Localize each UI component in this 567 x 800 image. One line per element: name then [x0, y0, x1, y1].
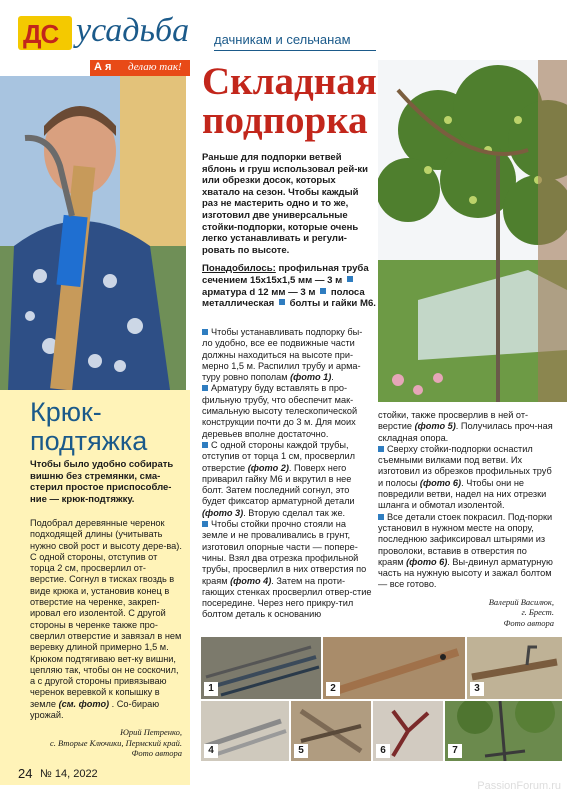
article-title-line2: подпорка — [202, 99, 368, 142]
material-item-4: болты и гайки М6. — [289, 298, 376, 310]
photo-man-with-hook — [0, 76, 186, 390]
article-paragraph-4: Чтобы стойки прочно стояли на земле и не проваливались в грунт, изготовил опорные части — попере-чины. Взял два отрезка профильной трубы, просверлил в них отверстия по краям (фото 4). Затем на проти-гающих стенках просверлил отвер-стие посередине. Через него прикру-тил болтом деталь к основанию — [202, 519, 372, 620]
step-photo-7 — [444, 700, 563, 762]
material-item-1: профильная труба сечением 15х15х1,5 мм — 3 м — [202, 263, 369, 286]
material-item-3: полоса металлическая — [202, 286, 365, 310]
article-lead: Раньше для подпорки ветвей яблонь и груш использовал рей-ки или обрезки досок, которых хватало на сезон. Чтобы каждый раз не мастерить одно и то же, изготовил две универсальные стойки-подпорки, которые очень легко устанавливать и регули-ровать по высоте. — [202, 152, 369, 256]
bullet-square-icon — [202, 329, 208, 335]
step-photo-3 — [466, 636, 563, 700]
sidebar-place: с. Вторые Ключики, Пермский край. — [49, 737, 182, 748]
article-paragraph-7: Все детали стоек покрасил. Под-порки установил в нужном месте на опору, последнюю зафиксировал штырями из проволоки, вставив в отверстия по краям (фото 6). Вы-двинул арматурную часть на нужную высоту и зажал болтом — все готово. — [378, 511, 553, 590]
logo-dc-text: ДС — [23, 19, 59, 49]
article-paragraph-5: стойки, также просверлив в ней от-верстие (фото 5). Получилась проч-ная складная опора. — [378, 410, 553, 443]
article-column-2 — [202, 327, 372, 621]
article-signature — [378, 597, 554, 629]
sidebar-lead: Чтобы было удобно собирать вишню без стремянки, сма-стерил простое приспособле-ние — крюк-подтяжку. — [30, 459, 174, 505]
bullet-square-icon — [320, 288, 326, 294]
article-paragraph-2: Арматуру буду вставлять в про-фильную трубу, что обеспечит мак-симальную высоту телескопической конструкции почти до 3 м. Для моих деревьев вполне достаточно. — [202, 383, 358, 439]
header-divider — [214, 50, 376, 51]
sidebar-body — [30, 518, 182, 759]
material-item-2: арматура d 12 мм — 3 м — [202, 286, 316, 298]
article-title-line1: Складная — [202, 60, 377, 103]
materials-label: Понадобилось: — [202, 263, 276, 274]
article-column-3 — [378, 410, 554, 628]
magazine-logo-badge — [18, 16, 72, 50]
photo-number-4: 4 — [204, 744, 218, 758]
drilled-tube-illustration — [323, 637, 465, 699]
photo-number-3: 3 — [470, 682, 484, 696]
sidebar-title: Крюк-подтяжка — [30, 397, 148, 456]
photo-number-7: 7 — [448, 744, 462, 758]
bullet-square-icon — [279, 299, 285, 305]
bullet-square-icon — [202, 521, 208, 527]
man-with-hook-illustration — [0, 76, 186, 390]
article-paragraph-6: Сверху стойки-подпорки оснастил съемными вилками под ветви. Их изготовил из обрезков профильных труб и полосы (фото 6). Чтобы они не повредили ветви, надел на них отрезки шланга и обмотал изолентой. — [378, 443, 552, 511]
rubric-ribbon — [90, 60, 190, 76]
step-photo-2 — [322, 636, 466, 700]
rods-illustration — [201, 637, 321, 699]
photo-number-1: 1 — [204, 682, 218, 696]
ribbon-part2: делаю так! — [128, 61, 182, 73]
step-photo-1 — [200, 636, 322, 700]
bullet-square-icon — [202, 442, 208, 448]
magazine-header — [18, 14, 378, 54]
step-photo-6 — [372, 700, 444, 762]
bullet-square-icon — [378, 446, 384, 452]
bullet-square-icon — [202, 385, 208, 391]
bullet-square-icon — [347, 276, 353, 282]
article-paragraph-3: С одной стороны каждой трубы, отступив от торца 1 см, просверлил отверстие (фото 2). Поверх него приварил гайку М6 и вкрутил в нее болт. Затем последний согнул, это будет фиксатор арматурной детали (фото 3). Вторую сделал так же. — [202, 439, 355, 518]
step-photo-5 — [290, 700, 372, 762]
sidebar-photo-ref: (см. фото) — [58, 698, 110, 709]
bullet-square-icon — [378, 514, 384, 520]
ribbon-part1: А я — [94, 61, 112, 73]
issue-number: № 14, 2022 — [40, 768, 98, 780]
header-tagline: дачникам и сельчанам — [214, 32, 351, 47]
sidebar-signature — [30, 727, 182, 759]
tree-support-illustration — [378, 60, 567, 402]
article-paragraph-1: Чтобы устанавливать подпорку бы-ло удобно, все ее подвижные части должны находиться на высоте при-мерно 1,5 м. Распилил трубу и арма-туру ровно пополам (фото 1). — [202, 327, 363, 383]
page-number: 24 — [18, 766, 33, 781]
step-photo-4 — [200, 700, 290, 762]
sidebar-paragraph: Подобрал деревянные черенок подходящей длины (учитывать нужно свой рост и высоту дере-ва). С одной стороны, отступив от торца 2 см, просверлил от-верстие. Согнул в тисках гвоздь в виде крюка и, установив конец в отверстие на черенке, закреп-ировал его изолентой. С другой стороны в черенке также про-сверлил отверстие и завязал в нем веревку длиной примерно 1,5 м. Крюком подтягиваю вет-ку вишни, цепляю так, чтобы он не соскочил, а с другой стороны привязываю черенок веревкой к копышку в земле (см. фото) . Со-бираю урожай. — [30, 518, 182, 721]
article-photo-credit: Фото автора — [503, 617, 554, 628]
sidebar-author: Юрий Петренко, — [120, 727, 182, 738]
photo-tree-with-support — [378, 60, 567, 402]
installed-support-illustration — [445, 701, 562, 761]
logo-word: усадьба — [76, 12, 190, 49]
materials-list — [202, 263, 378, 310]
sidebar-photo-credit: Фото автора — [131, 748, 182, 759]
site-watermark: PassionForum.ru — [477, 780, 561, 792]
photo-number-6: 6 — [376, 744, 390, 758]
article-author: Валерий Василюк, — [488, 596, 554, 607]
photo-number-5: 5 — [294, 744, 308, 758]
article-city: г. Брест. — [521, 607, 554, 618]
photo-number-2: 2 — [326, 682, 340, 696]
